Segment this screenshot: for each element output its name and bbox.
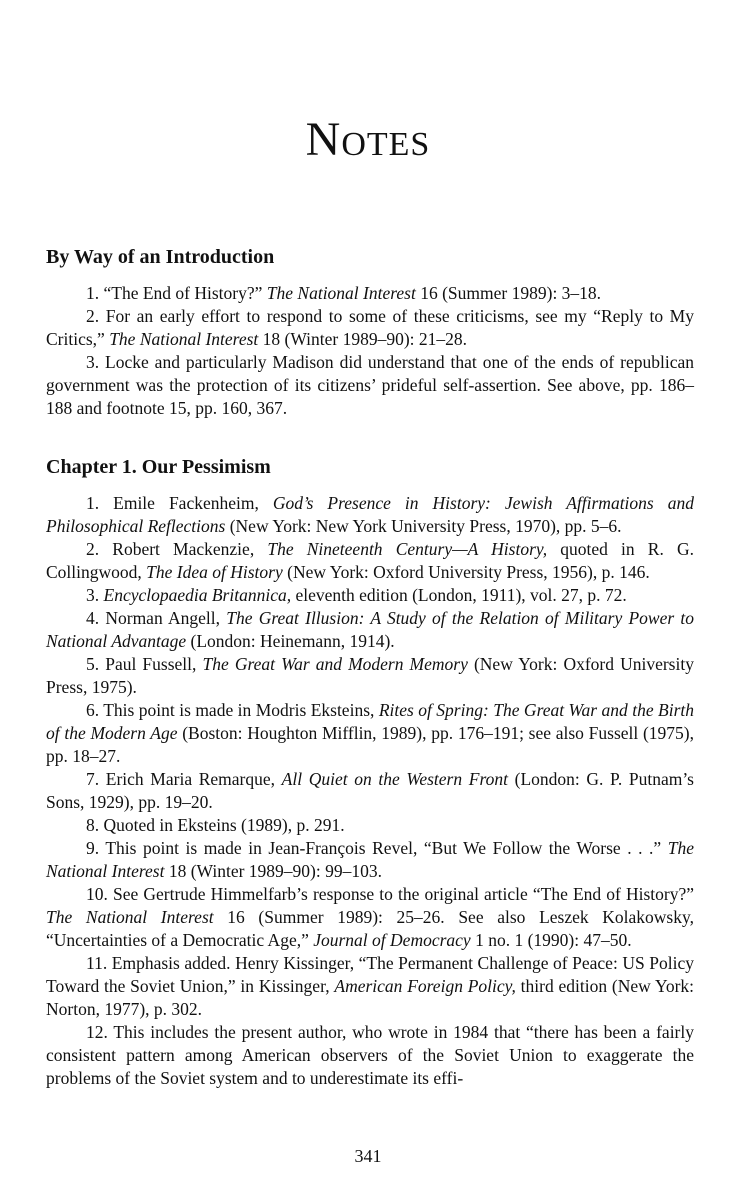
footnote-number: 6. <box>86 700 100 720</box>
footnote-number: 11. <box>86 953 108 973</box>
footnote-italic-text: The National Interest <box>109 329 259 349</box>
footnote-number: 7. <box>86 769 100 789</box>
footnote-text: third edition (New York: Norton, 1977), p. 302. <box>46 976 695 1019</box>
footnote-italic-text: The Nineteenth Century—A History, <box>267 539 548 559</box>
footnote-italic-text: The National Interest <box>266 283 416 303</box>
footnote <box>46 584 694 607</box>
footnote <box>46 814 694 837</box>
footnote-text: 1 no. 1 (1990): 47–50. <box>470 930 632 950</box>
footnote-italic-text: The Great War and Modern Memory <box>202 654 468 674</box>
page-title: Notes <box>305 113 431 167</box>
footnote-text: Quoted in Eksteins (1989), p. 291. <box>99 815 345 835</box>
footnote-text: (London: Heinemann, 1914). <box>186 631 395 651</box>
footnote-text: 16 (Summer 1989): 3–18. <box>415 283 602 303</box>
footnote-number: 1. <box>86 283 100 303</box>
footnote-text: Paul Fussell, <box>99 654 203 674</box>
footnote-text: This point is made in Modris Eksteins, <box>99 700 379 720</box>
footnote-italic-text: The Idea of History <box>146 562 283 582</box>
footnote <box>46 492 694 538</box>
notes-list-introduction <box>46 282 694 420</box>
footnote-number: 8. <box>86 815 100 835</box>
page-number: 341 <box>354 1146 382 1166</box>
footnote <box>46 883 694 952</box>
footnote-text: Robert Mackenzie, <box>99 539 268 559</box>
footnote-text: eleventh edition (London, 1911), vol. 27, p. 72. <box>291 585 627 605</box>
footnote <box>46 538 694 584</box>
footnote-italic-text: All Quiet on the Western Front <box>281 769 508 789</box>
footnote <box>46 699 694 768</box>
footnote <box>46 351 694 420</box>
footnote-italic-text: The Great Illusion: A Study of the Relation of Military Power to National Advantage <box>46 608 695 651</box>
footnote <box>46 305 694 351</box>
footnote-text: (New York: Oxford University Press, 1975). <box>46 654 694 697</box>
footnote-italic-text: The National Interest <box>46 907 214 927</box>
footnote-text: (London: G. P. Putnam’s Sons, 1929), pp. 19–20. <box>46 769 694 812</box>
footnote-text: This point is made in Jean-François Revel, “But We Follow the Worse . . .” <box>99 838 668 858</box>
footnote <box>46 607 694 653</box>
footnote-text: Locke and particularly Madison did understand that one of the ends of republican government was the protection of its citizens’ prideful self-assertion. See above, pp. 186–188 and footnote 15, pp. 160, 367. <box>46 352 694 418</box>
footnote-text: Emile Fackenheim, <box>99 493 273 513</box>
footnote-text: (Boston: Houghton Mifflin, 1989), pp. 176–191; see also Fussell (1975), pp. 18–27. <box>46 723 695 766</box>
footnote-text: “The End of History?” <box>99 283 267 303</box>
footnote-text: (New York: New York University Press, 1970), pp. 5–6. <box>225 516 622 536</box>
footnote-italic-text: Rites of Spring: The Great War and the Birth of the Modern Age <box>46 700 694 743</box>
footnote <box>46 282 694 305</box>
footnote-text: This includes the present author, who wrote in 1984 that “there has been a fairly consistent pattern among American observers of the Soviet Union to exaggerate the problems of the Soviet system and to underestimate its effi- <box>46 1022 694 1088</box>
footnote-text: 18 (Winter 1989–90): 21–28. <box>258 329 468 349</box>
footnote-text: For an early effort to respond to some of these criticisms, see my “Reply to My Critics,” <box>46 306 694 349</box>
footnote-text: 16 (Summer 1989): 25–26. See also Leszek Kolakowsky, “Uncertainties of a Democratic Age,” <box>46 907 694 950</box>
footnote-number: 2. <box>86 306 100 326</box>
footnote-text: Norman Angell, <box>99 608 227 628</box>
footnote-italic-text: Journal of Democracy <box>313 930 471 950</box>
footnote-number: 3. <box>86 585 100 605</box>
footnote-italic-text: God’s Presence in History: Jewish Affirmations and Philosophical Reflections <box>46 493 694 536</box>
footnote-italic-text: American Foreign Policy, <box>334 976 516 996</box>
footnote-number: 4. <box>86 608 100 628</box>
footnote-text: quoted in R. G. Collingwood, <box>46 539 694 582</box>
footnote-number: 2. <box>86 539 100 559</box>
footnote-text: Erich Maria Remarque, <box>99 769 282 789</box>
footnote <box>46 837 694 883</box>
footnote-italic-text: The National Interest <box>46 838 694 881</box>
notes-list-chapter-1 <box>46 492 694 1090</box>
footnote-text: 18 (Winter 1989–90): 99–103. <box>164 861 382 881</box>
footnote-number: 5. <box>86 654 100 674</box>
notes-body <box>46 246 694 1090</box>
footnote-text: (New York: Oxford University Press, 1956), p. 146. <box>282 562 650 582</box>
footnote-number: 9. <box>86 838 100 858</box>
footnote-number: 10. <box>86 884 108 904</box>
footnote-text: Emphasis added. Henry Kissinger, “The Permanent Challenge of Peace: US Policy Toward the Soviet Union,” in Kissinger, <box>46 953 694 996</box>
footnote-number: 1. <box>86 493 100 513</box>
footnote-text: See Gertrude Himmelfarb’s response to the original article “The End of History?” <box>107 884 694 904</box>
footnote-number: 3. <box>86 352 100 372</box>
footnote <box>46 952 694 1021</box>
footnote <box>46 653 694 699</box>
section-heading: By Way of an Introduction <box>46 246 275 268</box>
section-heading: Chapter 1. Our Pessimism <box>46 456 271 478</box>
footnote-number: 12. <box>86 1022 108 1042</box>
footnote <box>46 1021 694 1090</box>
footnote <box>46 768 694 814</box>
footnote-italic-text: Encyclopaedia Britannica, <box>103 585 292 605</box>
